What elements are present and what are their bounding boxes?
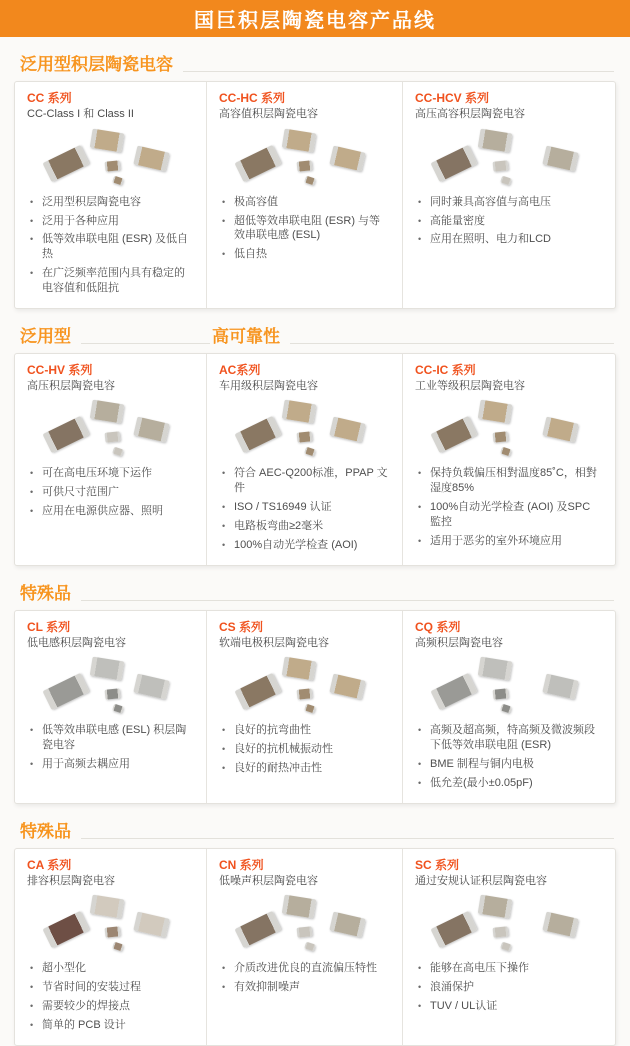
capacitor-chip-icon — [105, 160, 121, 172]
capacitor-chip-icon — [43, 911, 90, 948]
capacitor-chip-icon — [90, 128, 125, 152]
header-cell — [212, 327, 616, 347]
capacitor-chip-icon — [235, 416, 282, 453]
capacitor-chip-icon — [493, 689, 509, 701]
feature-item: • 适用于恶劣的室外环境应用 — [417, 534, 601, 549]
capacitor-chip-icon — [112, 704, 124, 714]
section-header-general-reliability — [20, 327, 616, 347]
series-card-cc — [15, 82, 206, 307]
series-title: CA 系列 — [27, 858, 72, 873]
capacitor-chip-icon — [542, 417, 578, 443]
capacitor-chip-icon — [133, 674, 169, 700]
feature-list — [415, 723, 605, 790]
capacitor-chip-icon — [297, 927, 313, 939]
capacitor-chip-icon — [133, 417, 169, 443]
capacitor-chip-icon — [304, 175, 316, 185]
feature-item: • 100%自动光学检查 (AOI) 及SPC監控 — [417, 500, 601, 530]
feature-item: • 有效抑制噪声 — [221, 980, 388, 995]
capacitor-chip-icon — [431, 145, 478, 182]
feature-item: • 低等效串联电感 (ESL) 积层陶瓷电容 — [29, 723, 192, 753]
capacitor-chip-icon — [133, 145, 169, 171]
series-panel — [14, 848, 616, 1046]
capacitor-chip-icon — [542, 145, 578, 171]
feature-item: • 良好的耐热冲击性 — [221, 761, 388, 776]
capacitor-chips-photo — [225, 398, 386, 460]
capacitor-chip-icon — [478, 657, 513, 681]
feature-item: • 介质改进优良的直流偏压特性 — [221, 961, 388, 976]
feature-item: • 简单的 PCB 设计 — [29, 1018, 192, 1033]
feature-item: • 低允差(最小±0.05pF) — [417, 776, 601, 791]
feature-list — [415, 466, 605, 548]
feature-item: • 可在高电压环境下运作 — [29, 466, 192, 481]
feature-item: • 需要较少的焊接点 — [29, 999, 192, 1014]
section-header-special-2 — [20, 822, 616, 842]
feature-item: • 高能量密度 — [417, 214, 601, 229]
section-header-general — [20, 55, 616, 75]
capacitor-chip-icon — [304, 704, 316, 714]
series-card-cl — [15, 611, 206, 803]
page-banner — [0, 0, 630, 37]
capacitor-chip-icon — [112, 175, 124, 185]
feature-item: • 超小型化 — [29, 961, 192, 976]
section-title: 泛用型积层陶瓷电容 — [20, 55, 173, 74]
series-card-cc-hcv — [402, 82, 615, 307]
series-title: CC-HC 系列 — [219, 91, 285, 106]
capacitor-chip-icon — [500, 942, 512, 952]
feature-item: • 保持负载偏压相對温度85˚C，相對湿度85% — [417, 466, 601, 496]
header-rule — [81, 343, 210, 344]
series-panel — [14, 81, 616, 308]
series-card-sc — [402, 849, 615, 1045]
capacitor-chip-icon — [329, 674, 365, 700]
capacitor-chip-icon — [478, 400, 513, 424]
capacitor-chips-photo — [421, 127, 599, 189]
series-subtitle: 低电感积层陶瓷电容 — [27, 637, 126, 650]
capacitor-chip-icon — [500, 447, 512, 457]
section-title: 特殊品 — [20, 821, 71, 841]
capacitor-chip-icon — [297, 160, 313, 172]
series-title: CC 系列 — [27, 91, 72, 106]
section-title: 高可靠性 — [212, 326, 280, 346]
header-rule — [81, 600, 614, 601]
capacitor-chips-photo — [225, 655, 386, 717]
capacitor-chip-icon — [43, 416, 90, 453]
feature-item: • 泛用型积层陶瓷电容 — [29, 195, 192, 210]
feature-item: • 低自热 — [221, 247, 388, 262]
series-card-cs — [206, 611, 402, 803]
feature-list — [27, 195, 196, 296]
capacitor-chip-icon — [112, 942, 124, 952]
series-subtitle: 高容值积层陶瓷电容 — [219, 108, 318, 121]
series-subtitle: 高压积层陶瓷电容 — [27, 380, 115, 393]
capacitor-chip-icon — [112, 447, 124, 457]
capacitor-chip-icon — [431, 673, 478, 710]
capacitor-chip-icon — [431, 416, 478, 453]
feature-item: • 低等效串联电阻 (ESR) 及低自热 — [29, 232, 192, 262]
series-subtitle: 软端电极积层陶瓷电容 — [219, 637, 329, 650]
feature-item: • 符合 AEC-Q200标准，PPAP 文件 — [221, 466, 388, 496]
feature-item: • 超低等效串联电阻 (ESR) 与等效串联电感 (ESL) — [221, 214, 388, 244]
series-title: CC-IC 系列 — [415, 363, 476, 378]
section-title: 特殊品 — [20, 583, 71, 603]
capacitor-chip-icon — [43, 145, 90, 182]
header-cell — [20, 327, 212, 347]
capacitor-chip-icon — [235, 145, 282, 182]
series-panel — [14, 353, 616, 566]
capacitor-chip-icon — [500, 175, 512, 185]
section-header-special-1 — [20, 584, 616, 604]
feature-item: • 良好的抗机械振动性 — [221, 742, 388, 757]
capacitor-chip-icon — [282, 895, 317, 919]
series-card-cq — [402, 611, 615, 803]
feature-list — [219, 195, 392, 262]
feature-item: • TUV / UL认证 — [417, 999, 601, 1014]
feature-item: • ISO / TS16949 认证 — [221, 500, 388, 515]
capacitor-chips-photo — [33, 398, 190, 460]
capacitor-chip-icon — [329, 145, 365, 171]
feature-list — [415, 961, 605, 1014]
series-card-cc-hc — [206, 82, 402, 307]
capacitor-chip-icon — [235, 911, 282, 948]
series-panel — [14, 610, 616, 804]
feature-list — [219, 466, 392, 552]
capacitor-chip-icon — [478, 895, 513, 919]
header-rule — [183, 71, 614, 72]
series-title: CL 系列 — [27, 620, 71, 635]
section-title: 泛用型 — [20, 326, 71, 346]
series-title: CC-HCV 系列 — [415, 91, 489, 106]
feature-item: • 用于高频去耦应用 — [29, 757, 192, 772]
capacitor-chip-icon — [43, 673, 90, 710]
capacitor-chip-icon — [282, 400, 317, 424]
series-subtitle: 排容积层陶瓷电容 — [27, 875, 115, 888]
page-content — [0, 55, 630, 1046]
feature-item: • 节省时间的安装过程 — [29, 980, 192, 995]
series-title: CQ 系列 — [415, 620, 461, 635]
feature-item: • 同时兼具高容值与高电压 — [417, 195, 601, 210]
capacitor-chips-photo — [421, 655, 599, 717]
capacitor-chip-icon — [431, 911, 478, 948]
series-subtitle: 车用级积层陶瓷电容 — [219, 380, 318, 393]
feature-list — [415, 195, 605, 248]
capacitor-chip-icon — [297, 689, 313, 701]
capacitor-chip-icon — [235, 673, 282, 710]
capacitor-chip-icon — [282, 657, 317, 681]
capacitor-chip-icon — [493, 160, 509, 172]
capacitor-chip-icon — [542, 912, 578, 938]
capacitor-chips-photo — [225, 893, 386, 955]
capacitor-chips-photo — [33, 127, 190, 189]
series-card-ca — [15, 849, 206, 1045]
series-subtitle: 通过安规认证积层陶瓷电容 — [415, 875, 547, 888]
feature-item: • 能够在高电压下操作 — [417, 961, 601, 976]
feature-item: • 浪涌保护 — [417, 980, 601, 995]
series-subtitle: 工业等级积层陶瓷电容 — [415, 380, 525, 393]
series-title: SC 系列 — [415, 858, 460, 873]
series-title: CS 系列 — [219, 620, 264, 635]
capacitor-chips-photo — [421, 893, 599, 955]
feature-item: • 极高容值 — [221, 195, 388, 210]
feature-item: • 在广泛频率范围内具有稳定的电容值和低阻抗 — [29, 266, 192, 296]
capacitor-chip-icon — [329, 912, 365, 938]
feature-item: • 应用在电源供应器、照明 — [29, 504, 192, 519]
series-subtitle: CC-Class I 和 Class II — [27, 108, 134, 121]
series-subtitle: 高频积层陶瓷电容 — [415, 637, 503, 650]
feature-item: • 应用在照明、电力和LCD — [417, 232, 601, 247]
feature-item: • 电路板弯曲≥2毫米 — [221, 519, 388, 534]
series-subtitle: 低噪声积层陶瓷电容 — [219, 875, 318, 888]
capacitor-chip-icon — [90, 400, 125, 424]
capacitor-chips-photo — [421, 398, 599, 460]
series-title: CC-HV 系列 — [27, 363, 93, 378]
capacitor-chip-icon — [90, 657, 125, 681]
series-title: CN 系列 — [219, 858, 264, 873]
capacitor-chip-icon — [478, 128, 513, 152]
feature-item: • 良好的抗弯曲性 — [221, 723, 388, 738]
capacitor-chip-icon — [105, 432, 121, 444]
feature-item: • 泛用于各种应用 — [29, 214, 192, 229]
feature-item: • 高频及超高频，特高频及微波频段下低等效串联电阻 (ESR) — [417, 723, 601, 753]
feature-list — [27, 466, 196, 519]
series-title: AC系列 — [219, 363, 261, 378]
series-card-cn — [206, 849, 402, 1045]
capacitor-chips-photo — [33, 655, 190, 717]
page-title: 国巨积层陶瓷电容产品线 — [194, 10, 436, 32]
capacitor-chip-icon — [90, 895, 125, 919]
capacitor-chip-icon — [105, 689, 121, 701]
capacitor-chip-icon — [304, 942, 316, 952]
capacitor-chips-photo — [33, 893, 190, 955]
capacitor-chip-icon — [105, 927, 121, 939]
feature-list — [219, 723, 392, 776]
series-card-cc-ic — [402, 354, 615, 565]
header-rule — [290, 343, 614, 344]
capacitor-chip-icon — [542, 674, 578, 700]
capacitor-chip-icon — [493, 432, 509, 444]
capacitor-chip-icon — [304, 447, 316, 457]
feature-list — [27, 723, 196, 772]
feature-item: • BME 制程与铜内电极 — [417, 757, 601, 772]
feature-list — [219, 961, 392, 995]
feature-item: • 可供尺寸范围广 — [29, 485, 192, 500]
capacitor-chips-photo — [225, 127, 386, 189]
capacitor-chip-icon — [493, 927, 509, 939]
capacitor-chip-icon — [133, 912, 169, 938]
capacitor-chip-icon — [329, 417, 365, 443]
capacitor-chip-icon — [500, 704, 512, 714]
feature-item: • 100%自动光学检查 (AOI) — [221, 538, 388, 553]
capacitor-chip-icon — [297, 432, 313, 444]
series-card-cc-hv — [15, 354, 206, 565]
series-card-ac — [206, 354, 402, 565]
series-subtitle: 高压高容积层陶瓷电容 — [415, 108, 525, 121]
capacitor-chip-icon — [282, 128, 317, 152]
feature-list — [27, 961, 196, 1032]
